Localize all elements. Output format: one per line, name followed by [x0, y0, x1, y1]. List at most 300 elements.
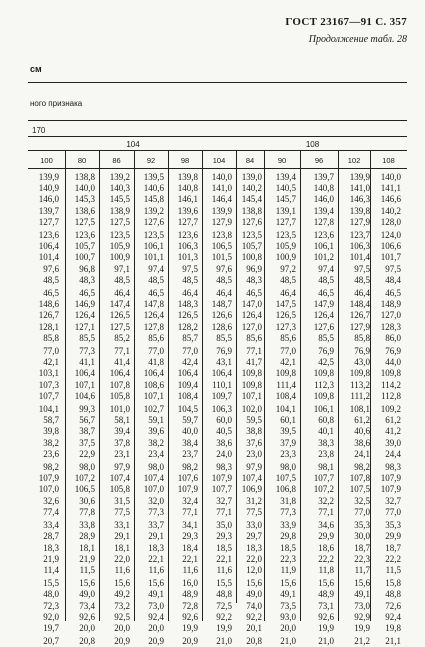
- column-divider: [65, 150, 66, 168]
- table-cell: 18,4: [182, 542, 198, 553]
- table-cell: 101,3: [177, 252, 198, 263]
- table-cell: 32,5: [354, 495, 370, 506]
- table-cell: 146,0: [38, 194, 59, 205]
- table-cell: 113,2: [350, 379, 370, 390]
- table-cell: 77,1: [182, 506, 198, 517]
- table-cell: 22,1: [216, 553, 232, 564]
- table-cell: 123,6: [177, 230, 198, 241]
- table-cell: 123,5: [143, 230, 164, 241]
- table-cell: 107,9: [177, 484, 198, 495]
- table-cell: 123,6: [313, 230, 334, 241]
- table-cell: 11,4: [43, 564, 59, 575]
- table-cell: 126,4: [313, 310, 334, 321]
- column-header-90: 90: [277, 156, 287, 165]
- group-header-108: 108: [305, 140, 320, 149]
- table-cell: 32,6: [43, 495, 59, 506]
- table-cell: 29,3: [182, 531, 198, 542]
- table-cell: 127,8: [313, 216, 334, 227]
- table-cell: 112,3: [314, 379, 334, 390]
- table-cell: 60,8: [318, 415, 334, 426]
- table-cell: 34,6: [318, 520, 334, 531]
- table-cell: 77,4: [43, 506, 59, 517]
- table-cell: 21,0: [216, 636, 232, 647]
- table-cell: 107,1: [74, 379, 95, 390]
- table-cell: 97,4: [148, 263, 164, 274]
- table-cell: 112,8: [381, 390, 401, 401]
- table-cell: 123,6: [74, 230, 95, 241]
- table-cell: 97,6: [43, 263, 59, 274]
- table-cell: 41,2: [385, 426, 401, 437]
- table-cell: 20,1: [246, 622, 262, 633]
- table-cell: 48,5: [354, 274, 370, 285]
- table-cell: 106,3: [177, 241, 198, 252]
- table-cell: 23,7: [182, 448, 198, 459]
- table-cell: 109,8: [380, 368, 401, 379]
- table-cell: 145,3: [74, 194, 95, 205]
- table-cell: 38,4: [182, 437, 198, 448]
- table-cell: 23,8: [318, 448, 334, 459]
- table-cell: 46,4: [280, 288, 296, 299]
- table-cell: 106,4: [109, 368, 130, 379]
- table-cell: 15,8: [385, 578, 401, 589]
- table-cell: 86,0: [385, 332, 401, 343]
- table-cell: 18,7: [385, 542, 401, 553]
- table-cell: 147,8: [143, 299, 164, 310]
- table-cell: 140,2: [380, 205, 401, 216]
- table-cell: 123,5: [109, 230, 130, 241]
- table-cell: 110,1: [212, 379, 232, 390]
- table-cell: 139,9: [38, 172, 59, 182]
- rule-170: [28, 136, 407, 137]
- table-cell: 140,8: [313, 183, 334, 194]
- table-cell: 20,7: [43, 636, 59, 647]
- table-cell: 11,5: [385, 564, 401, 575]
- table-cell: 21,0: [318, 636, 334, 647]
- table-cell: 139,9: [349, 172, 370, 182]
- table-cell: 29,8: [280, 531, 296, 542]
- table-cell: 107,5: [275, 473, 296, 484]
- table-cell: 127,7: [38, 216, 59, 227]
- table-cell: 41,8: [148, 357, 164, 368]
- table-cell: 85,8: [354, 332, 370, 343]
- table-cell: 138,8: [74, 172, 95, 182]
- table-cell: 100,9: [109, 252, 130, 263]
- table-cell: 59,7: [182, 415, 198, 426]
- table-cell: 22,9: [79, 448, 95, 459]
- table-cell: 22,0: [114, 553, 130, 564]
- note-text: ного признака: [30, 99, 83, 108]
- table-cell: 139,9: [211, 205, 232, 216]
- table-cell: 109,2: [380, 404, 401, 415]
- table-cell: 38,3: [318, 437, 334, 448]
- table-cell: 141,1: [380, 183, 401, 194]
- table-cell: 21,0: [280, 636, 296, 647]
- table-cell: 48,5: [43, 274, 59, 285]
- column-84: [236, 172, 262, 647]
- table-cell: 85,8: [43, 332, 59, 343]
- table-cell: 35,3: [385, 520, 401, 531]
- table-cell: 106,8: [275, 484, 296, 495]
- table-cell: 56,7: [79, 415, 95, 426]
- table-cell: 128,0: [380, 216, 401, 227]
- table-cell: 18,3: [148, 542, 164, 553]
- table-cell: 123,5: [275, 230, 296, 241]
- table-cell: 37,9: [280, 437, 296, 448]
- table-cell: 15,6: [79, 578, 95, 589]
- rule-top: [28, 82, 407, 83]
- table-cell: 21,1: [385, 636, 401, 647]
- table-cell: 148,6: [38, 299, 59, 310]
- table-cell: 49,1: [148, 589, 164, 600]
- table-cell: 146,1: [177, 194, 198, 205]
- table-cell: 105,7: [241, 241, 262, 252]
- table-cell: 41,4: [114, 357, 130, 368]
- table-cell: 85,6: [246, 332, 262, 343]
- table-cell: 11,6: [114, 564, 130, 575]
- table-cell: 29,3: [216, 531, 232, 542]
- table-cell: 19,9: [182, 622, 198, 633]
- table-cell: 92,2: [216, 611, 232, 622]
- table-cell: 15,6: [114, 578, 130, 589]
- table-cell: 30,6: [79, 495, 95, 506]
- table-cell: 18,1: [114, 542, 130, 553]
- table-cell: 33,7: [148, 520, 164, 531]
- table-cell: 20,9: [182, 636, 198, 647]
- table-cell: 77,0: [43, 346, 59, 357]
- table-cell: 77,3: [280, 506, 296, 517]
- column-header-96: 96: [314, 156, 324, 165]
- table-cell: 97,5: [354, 263, 370, 274]
- table-cell: 109,8: [349, 368, 370, 379]
- table-cell: 101,4: [38, 252, 59, 263]
- table-cell: 127,7: [177, 216, 198, 227]
- table-cell: 123,7: [349, 230, 370, 241]
- table-cell: 139,2: [143, 205, 164, 216]
- table-cell: 106,1: [143, 241, 164, 252]
- table-cell: 127,9: [349, 321, 370, 332]
- table-cell: 24,1: [354, 448, 370, 459]
- table-cell: 140,0: [380, 172, 401, 182]
- table-cell: 11,5: [79, 564, 95, 575]
- table-cell: 123,5: [241, 230, 262, 241]
- table-cell: 20,0: [114, 622, 130, 633]
- table-cell: 12,0: [246, 564, 262, 575]
- table-cell: 101,7: [380, 252, 401, 263]
- table-cell: 107,0: [38, 484, 59, 495]
- table-cell: 97,5: [182, 263, 198, 274]
- table-cell: 29,9: [385, 531, 401, 542]
- table-cell: 11,7: [354, 564, 370, 575]
- table-cell: 138,6: [74, 205, 95, 216]
- column-header-108: 108: [382, 156, 395, 165]
- table-cell: 128,2: [177, 321, 198, 332]
- table-cell: 48,5: [280, 274, 296, 285]
- table-cell: 59,1: [148, 415, 164, 426]
- table-cell: 31,2: [246, 495, 262, 506]
- table-cell: 59,5: [246, 415, 262, 426]
- table-cell: 72,5: [216, 600, 232, 611]
- table-cell: 58,1: [114, 415, 130, 426]
- table-cell: 98,0: [280, 462, 296, 473]
- table-cell: 11,9: [280, 564, 296, 575]
- table-cell: 38,2: [148, 437, 164, 448]
- table-cell: 19,8: [385, 622, 401, 633]
- table-cell: 28,7: [43, 531, 59, 542]
- table-cell: 85,5: [318, 332, 334, 343]
- table-cell: 38,7: [79, 426, 95, 437]
- table-cell: 20,9: [148, 636, 164, 647]
- table-cell: 73,4: [79, 600, 95, 611]
- table-continuation-caption: Продолжение табл. 28: [308, 34, 407, 45]
- table-cell: 124,0: [380, 230, 401, 241]
- table-cell: 37,5: [79, 437, 95, 448]
- table-cell: 18,5: [216, 542, 232, 553]
- column-80: [65, 172, 95, 647]
- table-cell: 108,6: [143, 379, 164, 390]
- table-cell: 140,5: [275, 183, 296, 194]
- table-cell: 127,6: [313, 321, 334, 332]
- table-cell: 48,0: [43, 589, 59, 600]
- table-cell: 11,8: [318, 564, 334, 575]
- table-cell: 98,2: [354, 462, 370, 473]
- table-cell: 106,1: [313, 404, 334, 415]
- table-cell: 18,1: [79, 542, 95, 553]
- table-cell: 22,0: [246, 553, 262, 564]
- table-cell: 106,5: [74, 484, 95, 495]
- table-cell: 42,4: [182, 357, 198, 368]
- table-cell: 145,8: [143, 194, 164, 205]
- table-cell: 43,1: [216, 357, 232, 368]
- table-cell: 107,7: [211, 484, 232, 495]
- table-cell: 147,9: [313, 299, 334, 310]
- table-cell: 97,1: [114, 263, 130, 274]
- table-cell: 126,5: [275, 310, 296, 321]
- table-cell: 93,0: [280, 611, 296, 622]
- table-cell: 96,9: [246, 263, 262, 274]
- table-cell: 139,4: [313, 205, 334, 216]
- table-cell: 139,7: [38, 205, 59, 216]
- table-cell: 39,4: [114, 426, 130, 437]
- table-cell: 109,7: [211, 390, 232, 401]
- table-cell: 31,8: [280, 495, 296, 506]
- table-cell: 146,9: [74, 299, 95, 310]
- table-cell: 48,4: [385, 274, 401, 285]
- column-108: [370, 172, 401, 647]
- table-cell: 127,9: [211, 216, 232, 227]
- table-cell: 106,4: [74, 368, 95, 379]
- table-cell: 101,0: [109, 404, 130, 415]
- table-cell: 15,6: [246, 578, 262, 589]
- table-cell: 48,3: [79, 274, 95, 285]
- column-102: [338, 172, 370, 647]
- table-cell: 127,5: [109, 216, 130, 227]
- table-cell: 77,5: [246, 506, 262, 517]
- table-cell: 38,6: [354, 437, 370, 448]
- table-cell: 109,8: [275, 368, 296, 379]
- table-cell: 49,1: [280, 589, 296, 600]
- table-cell: 98,0: [79, 462, 95, 473]
- table-cell: 23,0: [246, 448, 262, 459]
- table-cell: 127,7: [275, 216, 296, 227]
- column-divider: [264, 150, 265, 168]
- table-cell: 32,4: [182, 495, 198, 506]
- table-cell: 48,5: [318, 274, 334, 285]
- table-cell: 85,7: [182, 332, 198, 343]
- table-cell: 44,0: [385, 357, 401, 368]
- column-header-98: 98: [180, 156, 190, 165]
- table-cell: 33,8: [79, 520, 95, 531]
- table-cell: 92,6: [79, 611, 95, 622]
- table-cell: 92,0: [43, 611, 59, 622]
- table-cell: 104,6: [74, 390, 95, 401]
- column-header-86: 86: [112, 156, 121, 165]
- table-cell: 38,2: [43, 437, 59, 448]
- table-cell: 77,3: [79, 346, 95, 357]
- table-cell: 23,3: [280, 448, 296, 459]
- table-cell: 128,6: [211, 321, 232, 332]
- unit-label: см: [30, 64, 42, 74]
- table-cell: 46,4: [114, 288, 130, 299]
- table-cell: 148,4: [349, 299, 370, 310]
- table-cell: 101,1: [143, 252, 164, 263]
- table-cell: 109,8: [241, 368, 262, 379]
- table-cell: 42,1: [280, 357, 296, 368]
- table-cell: 145,7: [275, 194, 296, 205]
- column-divider: [300, 150, 301, 168]
- table-cell: 107,4: [109, 473, 130, 484]
- table-cell: 49,2: [114, 589, 130, 600]
- table-cell: 15,5: [43, 578, 59, 589]
- table-cell: 139,6: [177, 205, 198, 216]
- table-cell: 126,4: [143, 310, 164, 321]
- table-cell: 72,8: [182, 600, 198, 611]
- column-header-100: 100: [40, 156, 53, 165]
- column-92: [134, 172, 164, 647]
- table-cell: 46,5: [385, 288, 401, 299]
- table-cell: 109,8: [313, 368, 334, 379]
- table-cell: 146,0: [313, 194, 334, 205]
- table-cell: 49,1: [354, 589, 370, 600]
- table-cell: 23,6: [43, 448, 59, 459]
- column-header-80: 80: [77, 156, 87, 165]
- column-104: [202, 172, 232, 647]
- table-cell: 19,7: [43, 622, 59, 633]
- table-cell: 77,0: [385, 506, 401, 517]
- table-cell: 33,4: [43, 520, 59, 531]
- table-cell: 109,8: [241, 379, 262, 390]
- table-cell: 38,6: [216, 437, 232, 448]
- table-cell: 49,0: [246, 589, 262, 600]
- table-cell: 140,0: [211, 172, 232, 182]
- table-cell: 141,0: [211, 183, 232, 194]
- table-cell: 106,1: [313, 241, 334, 252]
- table-cell: 37,6: [246, 437, 262, 448]
- table-cell: 22,3: [280, 553, 296, 564]
- table-cell: 39,0: [385, 437, 401, 448]
- table-cell: 46,5: [318, 288, 334, 299]
- table-cell: 105,7: [74, 241, 95, 252]
- table-cell: 11,6: [182, 564, 198, 575]
- table-cell: 100,8: [241, 252, 262, 263]
- table-cell: 22,3: [354, 553, 370, 564]
- table-cell: 77,0: [280, 346, 296, 357]
- table-cell: 85,6: [280, 332, 296, 343]
- table-cell: 138,9: [109, 205, 130, 216]
- table-cell: 16,0: [182, 578, 198, 589]
- table-cell: 106,9: [241, 484, 262, 495]
- table-cell: 18,5: [280, 542, 296, 553]
- table-cell: 48,3: [246, 274, 262, 285]
- table-cell: 35,0: [216, 520, 232, 531]
- table-cell: 73,5: [280, 600, 296, 611]
- table-cell: 99,3: [79, 404, 95, 415]
- table-cell: 97,4: [318, 263, 334, 274]
- table-cell: 127,0: [380, 310, 401, 321]
- table-cell: 148,3: [177, 299, 198, 310]
- table-cell: 20,8: [79, 636, 95, 647]
- table-cell: 46,5: [43, 288, 59, 299]
- table-cell: 34,1: [182, 520, 198, 531]
- table-cell: 107,9: [211, 473, 232, 484]
- table-cell: 41,7: [246, 357, 262, 368]
- table-cell: 20,0: [148, 622, 164, 633]
- table-cell: 46,4: [182, 288, 198, 299]
- table-cell: 11,6: [216, 564, 232, 575]
- table-cell: 127,6: [241, 216, 262, 227]
- table-cell: 20,8: [246, 636, 262, 647]
- table-cell: 126,6: [211, 310, 232, 321]
- table-cell: 48,9: [318, 589, 334, 600]
- table-cell: 39,8: [43, 426, 59, 437]
- column-header-102: 102: [347, 156, 361, 165]
- table-cell: 148,9: [380, 299, 401, 310]
- table-cell: 107,4: [143, 473, 164, 484]
- table-cell: 40,6: [354, 426, 370, 437]
- table-cell: 92,6: [182, 611, 198, 622]
- table-cell: 11,6: [148, 564, 164, 575]
- table-cell: 107,8: [109, 379, 130, 390]
- table-cell: 35,3: [354, 520, 370, 531]
- table-cell: 107,7: [38, 390, 59, 401]
- table-cell: 105,8: [109, 484, 130, 495]
- table-cell: 140,8: [177, 183, 198, 194]
- table-cell: 102,7: [143, 404, 164, 415]
- table-cell: 147,5: [275, 299, 296, 310]
- table-cell: 107,9: [380, 484, 401, 495]
- table-cell: 139,2: [109, 172, 130, 182]
- table-cell: 140,2: [241, 183, 262, 194]
- table-cell: 15,6: [318, 578, 334, 589]
- table-cell: 29,9: [318, 531, 334, 542]
- table-cell: 106,4: [143, 368, 164, 379]
- table-cell: 29,1: [114, 531, 130, 542]
- table-cell: 141,0: [349, 183, 370, 194]
- table-cell: 107,8: [349, 473, 370, 484]
- table-cell: 146,3: [349, 194, 370, 205]
- table-cell: 97,2: [280, 263, 296, 274]
- table-cell: 40,1: [318, 426, 334, 437]
- table-cell: 46,4: [354, 288, 370, 299]
- table-cell: 61,2: [354, 415, 370, 426]
- table-cell: 49,0: [79, 589, 95, 600]
- table-cell: 114,2: [381, 379, 401, 390]
- table-cell: 18,3: [43, 542, 59, 553]
- table-cell: 126,5: [177, 310, 198, 321]
- table-cell: 38,8: [246, 426, 262, 437]
- table-cell: 126,7: [38, 310, 59, 321]
- table-cell: 106,4: [177, 368, 198, 379]
- table-cell: 109,8: [313, 390, 334, 401]
